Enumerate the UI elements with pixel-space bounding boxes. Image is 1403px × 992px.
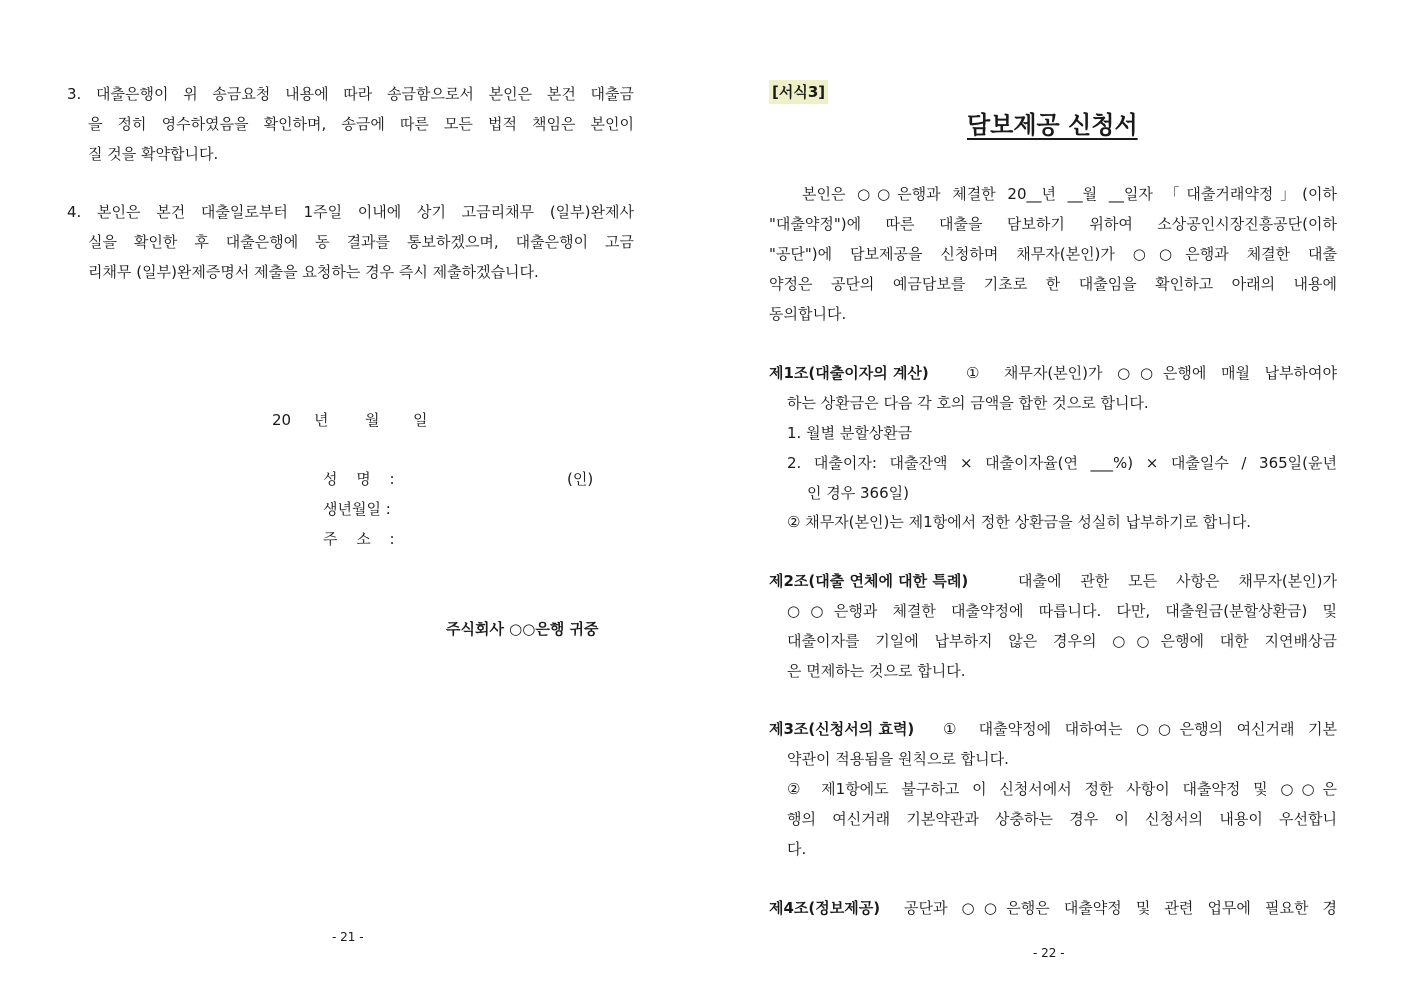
birthdate-label: 생년월일 : [323,500,391,518]
article1-line6: ② 채무자(본인)는 제1항에서 정한 상환금을 성실히 납부하기로 합니다. [787,513,1252,531]
article3-line5: 다. [787,840,807,858]
article1-line2: 하는 상환금은 다음 각 호의 금액을 합한 것으로 합니다. [787,394,1149,412]
item4-line3: 리채무 (일부)완제증명서 제출을 요청하는 경우 즉시 제출하겠습니다. [88,263,539,281]
date-year-unit: 년 [314,411,329,429]
intro-line3: "공단")에 담보제공을 신청하며 채무자(본인)가 ○○은행과 체결한 대출 [769,245,1337,263]
item4-line1: 4. 본인은 본건 대출일로부터 1주일 이내에 상기 고금리채무 (일부)완제사 [67,203,634,221]
article1-line1: ① 채무자(본인)가 ○○은행에 매월 납부하여야 [966,364,1337,382]
article1-line3: 1. 월별 분할상환금 [787,424,913,442]
item3-line1: 3. 대출은행이 위 송금요청 내용에 따라 송금함으로서 본인은 본건 대출금 [67,85,634,103]
article2-line4: 은 면제하는 것으로 합니다. [787,662,966,680]
date-month-unit: 월 [365,411,380,429]
article4-heading: 제4조(정보제공) [769,899,881,917]
addressee: 주식회사 ○○은행 귀중 [446,620,599,638]
item4-line2: 실을 확인한 후 대출은행에 동 결과를 통보하겠으며, 대출은행이 고금 [88,233,634,251]
date-day-unit: 일 [413,411,428,429]
article2-line1: 대출에 관한 모든 사항은 채무자(본인)가 [1018,572,1337,590]
article2-line3: 대출이자를 기일에 납부하지 않은 경우의 ○○은행에 대한 지연배상금 [787,632,1337,650]
article3-line1: ① 대출약정에 대하여는 ○○은행의 여신거래 기본 [943,720,1337,738]
name-label: 성 명 : [323,470,395,488]
item3-line2: 을 정히 영수하였음을 확인하며, 송금에 따른 모든 법적 책임은 본인이 [88,115,634,133]
document-title: 담보제공 신청서 [967,111,1138,139]
article3-heading: 제3조(신청서의 효력) [769,720,915,738]
article2-heading: 제2조(대출 연체에 대한 특례) [769,572,969,590]
article1-heading: 제1조(대출이자의 계산) [769,364,929,382]
intro-line2: "대출약정")에 따른 대출을 담보하기 위하여 소상공인시장진흥공단(이하 [769,215,1337,233]
article2-line2: ○○은행과 체결한 대출약정에 따릅니다. 다만, 대출원금(분할상환금) 및 [787,602,1337,620]
seal-mark: (인) [567,470,594,488]
article4-line1: 공단과 ○○은행은 대출약정 및 관련 업무에 필요한 경 [904,899,1337,917]
article3-line4: 행의 여신거래 기본약관과 상충하는 경우 이 신청서의 내용이 우선합니 [787,810,1337,828]
item3-line3: 질 것을 확약합니다. [88,145,219,163]
article1-line4: 2. 대출이자: 대출잔액 × 대출이자율(연 ___%) × 대출일수 / 365일(윤년 [787,454,1337,472]
article3-line2: 약관이 적용됨을 원칙으로 합니다. [787,750,1009,768]
intro-line5: 동의합니다. [769,305,847,323]
date-year: 20 [272,411,292,429]
intro-line4: 약정은 공단의 예금담보를 기초로 한 대출임을 확인하고 아래의 내용에 [769,275,1337,293]
form-tag: [서식3] [769,80,828,104]
article3-line3: ② 제1항에도 불구하고 이 신청서에서 정한 사항이 대출약정 및 ○○은 [787,780,1337,798]
page-number-left: - 21 - [332,930,364,944]
address-label: 주 소 : [323,530,395,548]
article1-line5: 인 경우 366일) [807,484,909,502]
page-number-right: - 22 - [1033,946,1065,960]
intro-line1: 본인은 ○○은행과 체결한 20__년 __월 __일자 「대출거래약정」(이하 [802,185,1337,203]
left-page [0,0,700,992]
right-page [700,0,1403,992]
